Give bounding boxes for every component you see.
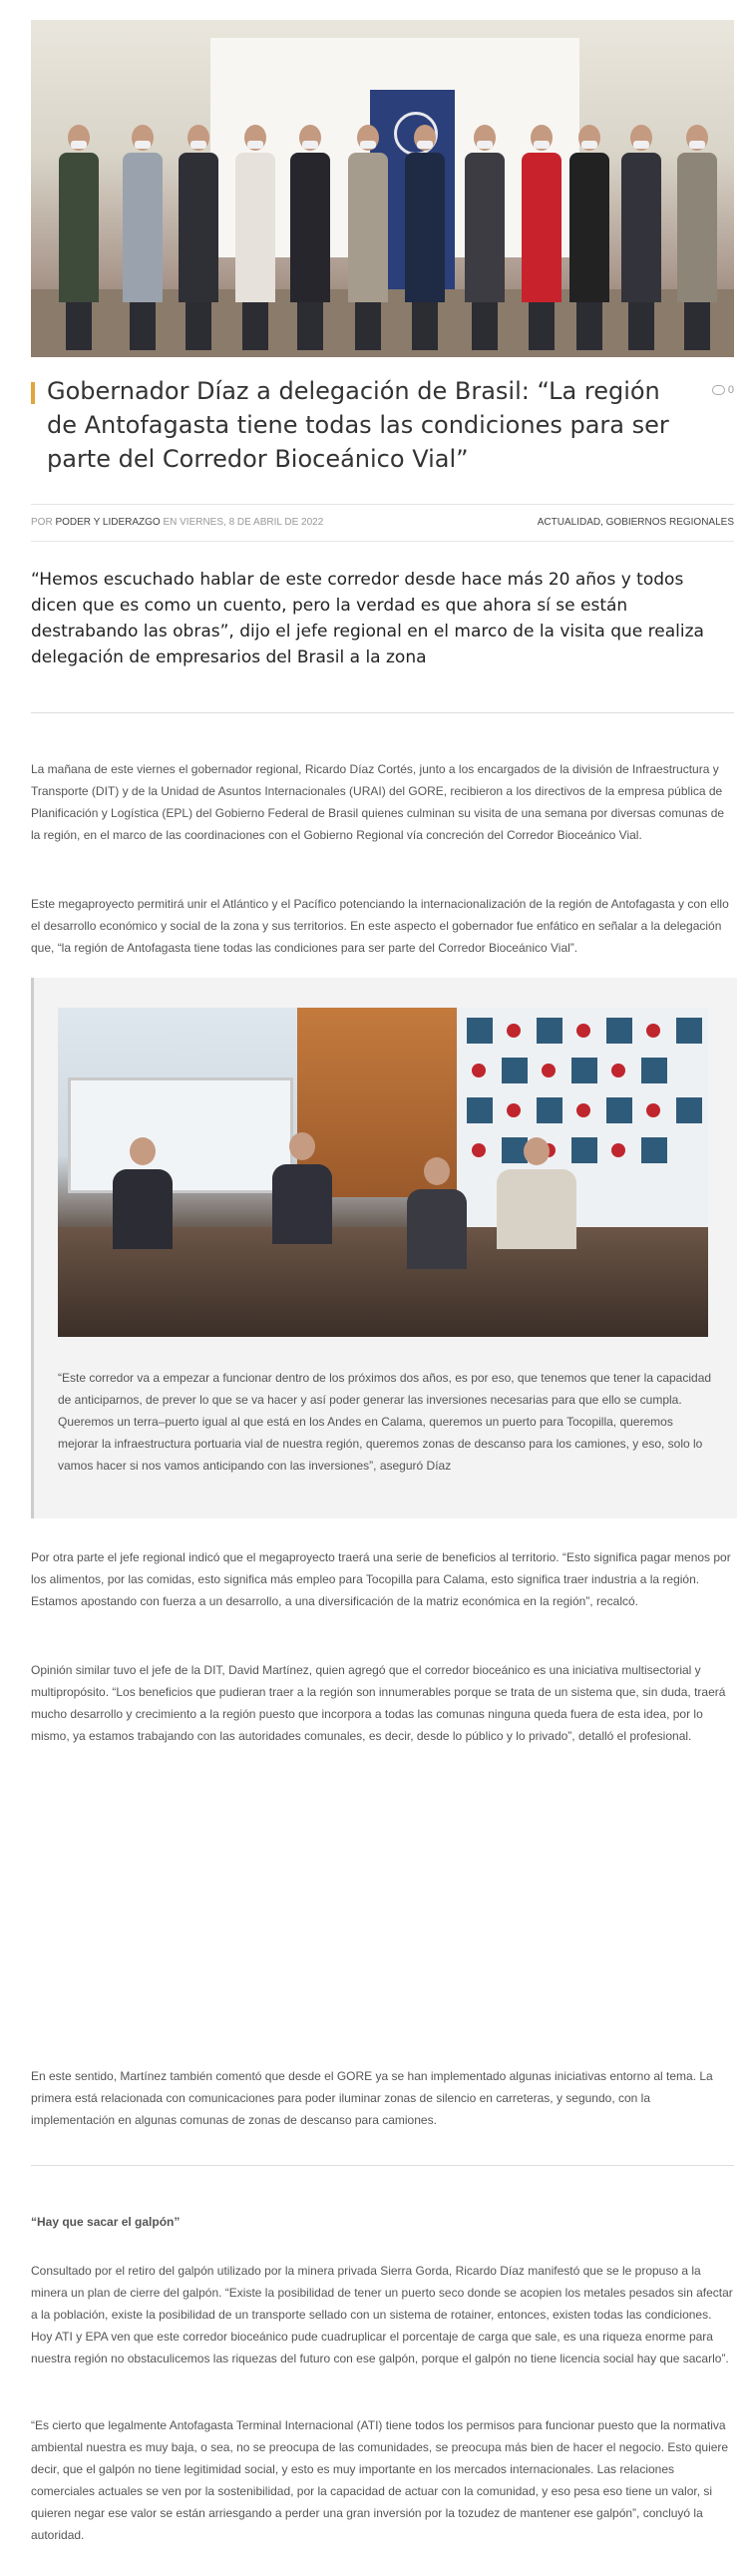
paragraph: Por otra parte el jefe regional indicó que el megaproyecto traerá una serie de beneficios al territorio. “Esto significa pagar menos por los alimentos, por las comidas, esto significa más empleo para Tocopilla para Calama, esto significa traer industria a la región. Estamos apostando con fuerza a un desarrollo, a una diversificación de la matriz económica en la región”, recalcó. (31, 1550, 731, 1608)
divider (31, 2165, 734, 2166)
title-accent-bar (31, 382, 35, 404)
person (621, 125, 661, 354)
post-meta (31, 504, 734, 542)
paragraph: Opinión similar tuvo el jefe de la DIT, David Martínez, quien agregó que el corredor bioceánico es una iniciativa multisectorial y multipropósito. “Los beneficios que pudieran traer a la región son innumerables porque se trata de un sistema que, sin duda, traerá mucho desarrollo y crecimiento a la región puesto que incorpora a todas las comunas ninguna queda fuera de esta idea, por lo mismo, ya estamos trabajando con las autoridades comunales, es decir, desde lo público y lo privado”, detalló el profesional. (31, 1663, 726, 1743)
paragraph: Consultado por el retiro del galpón utilizado por la minera privada Sierra Gorda, Ricardo Díaz manifestó que se le propuso a la minera un plan de cierre del galpón. “Existe la posibilidad de tener un puerto seco donde se acopien los metales pesados sin afectar a la población, existe la posibilidad de un transporte sellado con un sistema de rotainer, entonces, existen todas las condiciones. Hoy ATI y EPA ven que este corredor bioceánico pude cuadruplicar el porcentaje de carga que sale, es una riqueza enorme para nuestra región no obstaculicemos las riquezas del futuro con ese galpón, porque el galpón no tiene licencia social hay que sacarlo”. (31, 2264, 733, 2365)
logo-backdrop (457, 1008, 708, 1227)
title-block (31, 374, 734, 476)
by-label: POR (31, 517, 53, 528)
author-link[interactable]: PODER Y LIDERAZGO (55, 517, 161, 528)
lead-paragraph: “Hemos escuchado hablar de este corredor desde hace más 20 años y todos dicen que es como un cuento, pero la verdad es que ahora sí se están destrabando las obras”, dijo el jefe regional en el marco de la visita que realiza delegación de empresarios del Brasil a la zona (31, 570, 704, 667)
person (348, 125, 388, 354)
person (179, 125, 218, 354)
hero-photo (31, 20, 734, 357)
window (68, 1077, 293, 1193)
quote-block (31, 978, 737, 1518)
divider (31, 712, 734, 713)
person (407, 1157, 467, 1277)
person (497, 1137, 576, 1257)
category-links[interactable]: ACTUALIDAD, GOBIERNOS REGIONALES (537, 517, 734, 528)
paragraph: En este sentido, Martínez también comentó que desde el GORE ya se han implementado algunas iniciativas entorno al tema. La primera está relacionada con comunicaciones para poder iluminar zonas de silencio en carreteras, y segundo, con la implementación en algunas comunas de zonas de descanso para camiones. (31, 2069, 713, 2127)
paragraph: La mañana de este viernes el gobernador regional, Ricardo Díaz Cortés, junto a los encargados de la división de Infraestructura y Transporte (DIT) y de la Unidad de Asuntos Internacionales (URAI) del GORE, recibieron a los directivos de la empresa pública de Planificación y Logística (EPL) del Gobierno Federal de Brasil quienes culminan su visita de una semana por diversas comunas de la región, en el marco de las coordinaciones con el Gobierno Regional vía concreción del Corredor Bioceánico Vial. (31, 762, 725, 842)
comments-count: 0 (727, 384, 734, 396)
person (677, 125, 717, 354)
person (569, 125, 609, 354)
person (59, 125, 99, 354)
person (522, 125, 562, 354)
comments-link[interactable] (712, 384, 734, 396)
person (405, 125, 445, 354)
quote-text: “Este corredor va a empezar a funcionar dentro de los próximos dos años, es por eso, que tenemos que tener la capacidad de anticiparnos, de prever lo que se va hacer y así poder generar las inversiones necesarias para que ello se cumpla. Queremos un terra–puerto igual al que está en los Andes en Calama, queremos un puerto para Tocopilla, queremos mejorar la infraestructura portuaria vial de nuestra región, queremos zonas de descanso para los camiones, y eso, solo lo vamos hacer si nos vamos anticipando con las inversiones”, aseguró Díaz (58, 1371, 712, 1473)
person (235, 125, 275, 354)
comment-icon (712, 385, 725, 395)
post-date: EN VIERNES, 8 DE ABRIL DE 2022 (163, 517, 324, 528)
person (113, 1137, 173, 1257)
person (123, 125, 163, 354)
meeting-photo (58, 1008, 708, 1337)
paragraph: “Es cierto que legalmente Antofagasta Terminal Internacional (ATI) tiene todos los permisos para funcionar puesto que la normativa ambiental nuestra es muy baja, o sea, no se preocupa de las comunidades, se preocupa más bien de hacer el negocio. Esto quiere decir, que el galpón no tiene legitimidad social, y esto es muy importante en los mercados internacionales. Las relaciones comerciales actuales se ven por la sostenibilidad, por la capacidad de actuar con la comunidad, y eso pesa eso tiene un valor, si quieren negar ese valor se están arriesgando a perder una gran inversión por la tozudez de mantener ese galpón”, concluyó la autoridad. (31, 2418, 729, 2542)
page-title: Gobernador Díaz a delegación de Brasil: “La región de Antofagasta tiene todas las condiciones para ser parte del Corredor Bioceánico Vial” (47, 377, 669, 473)
person (272, 1132, 332, 1252)
section-heading: “Hay que sacar el galpón” (31, 2215, 181, 2229)
paragraph: Este megaproyecto permitirá unir el Atlántico y el Pacífico potenciando la internacionalización de la región de Antofagasta y con ello el desarrollo económico y social de la zona y sus territorios. En este aspecto el gobernador fue enfático en señalar a la delegación que, “la región de Antofagasta tiene todas las condiciones para ser parte del Corredor Bioceánico Vial”. (31, 897, 729, 955)
person (290, 125, 330, 354)
person (465, 125, 505, 354)
